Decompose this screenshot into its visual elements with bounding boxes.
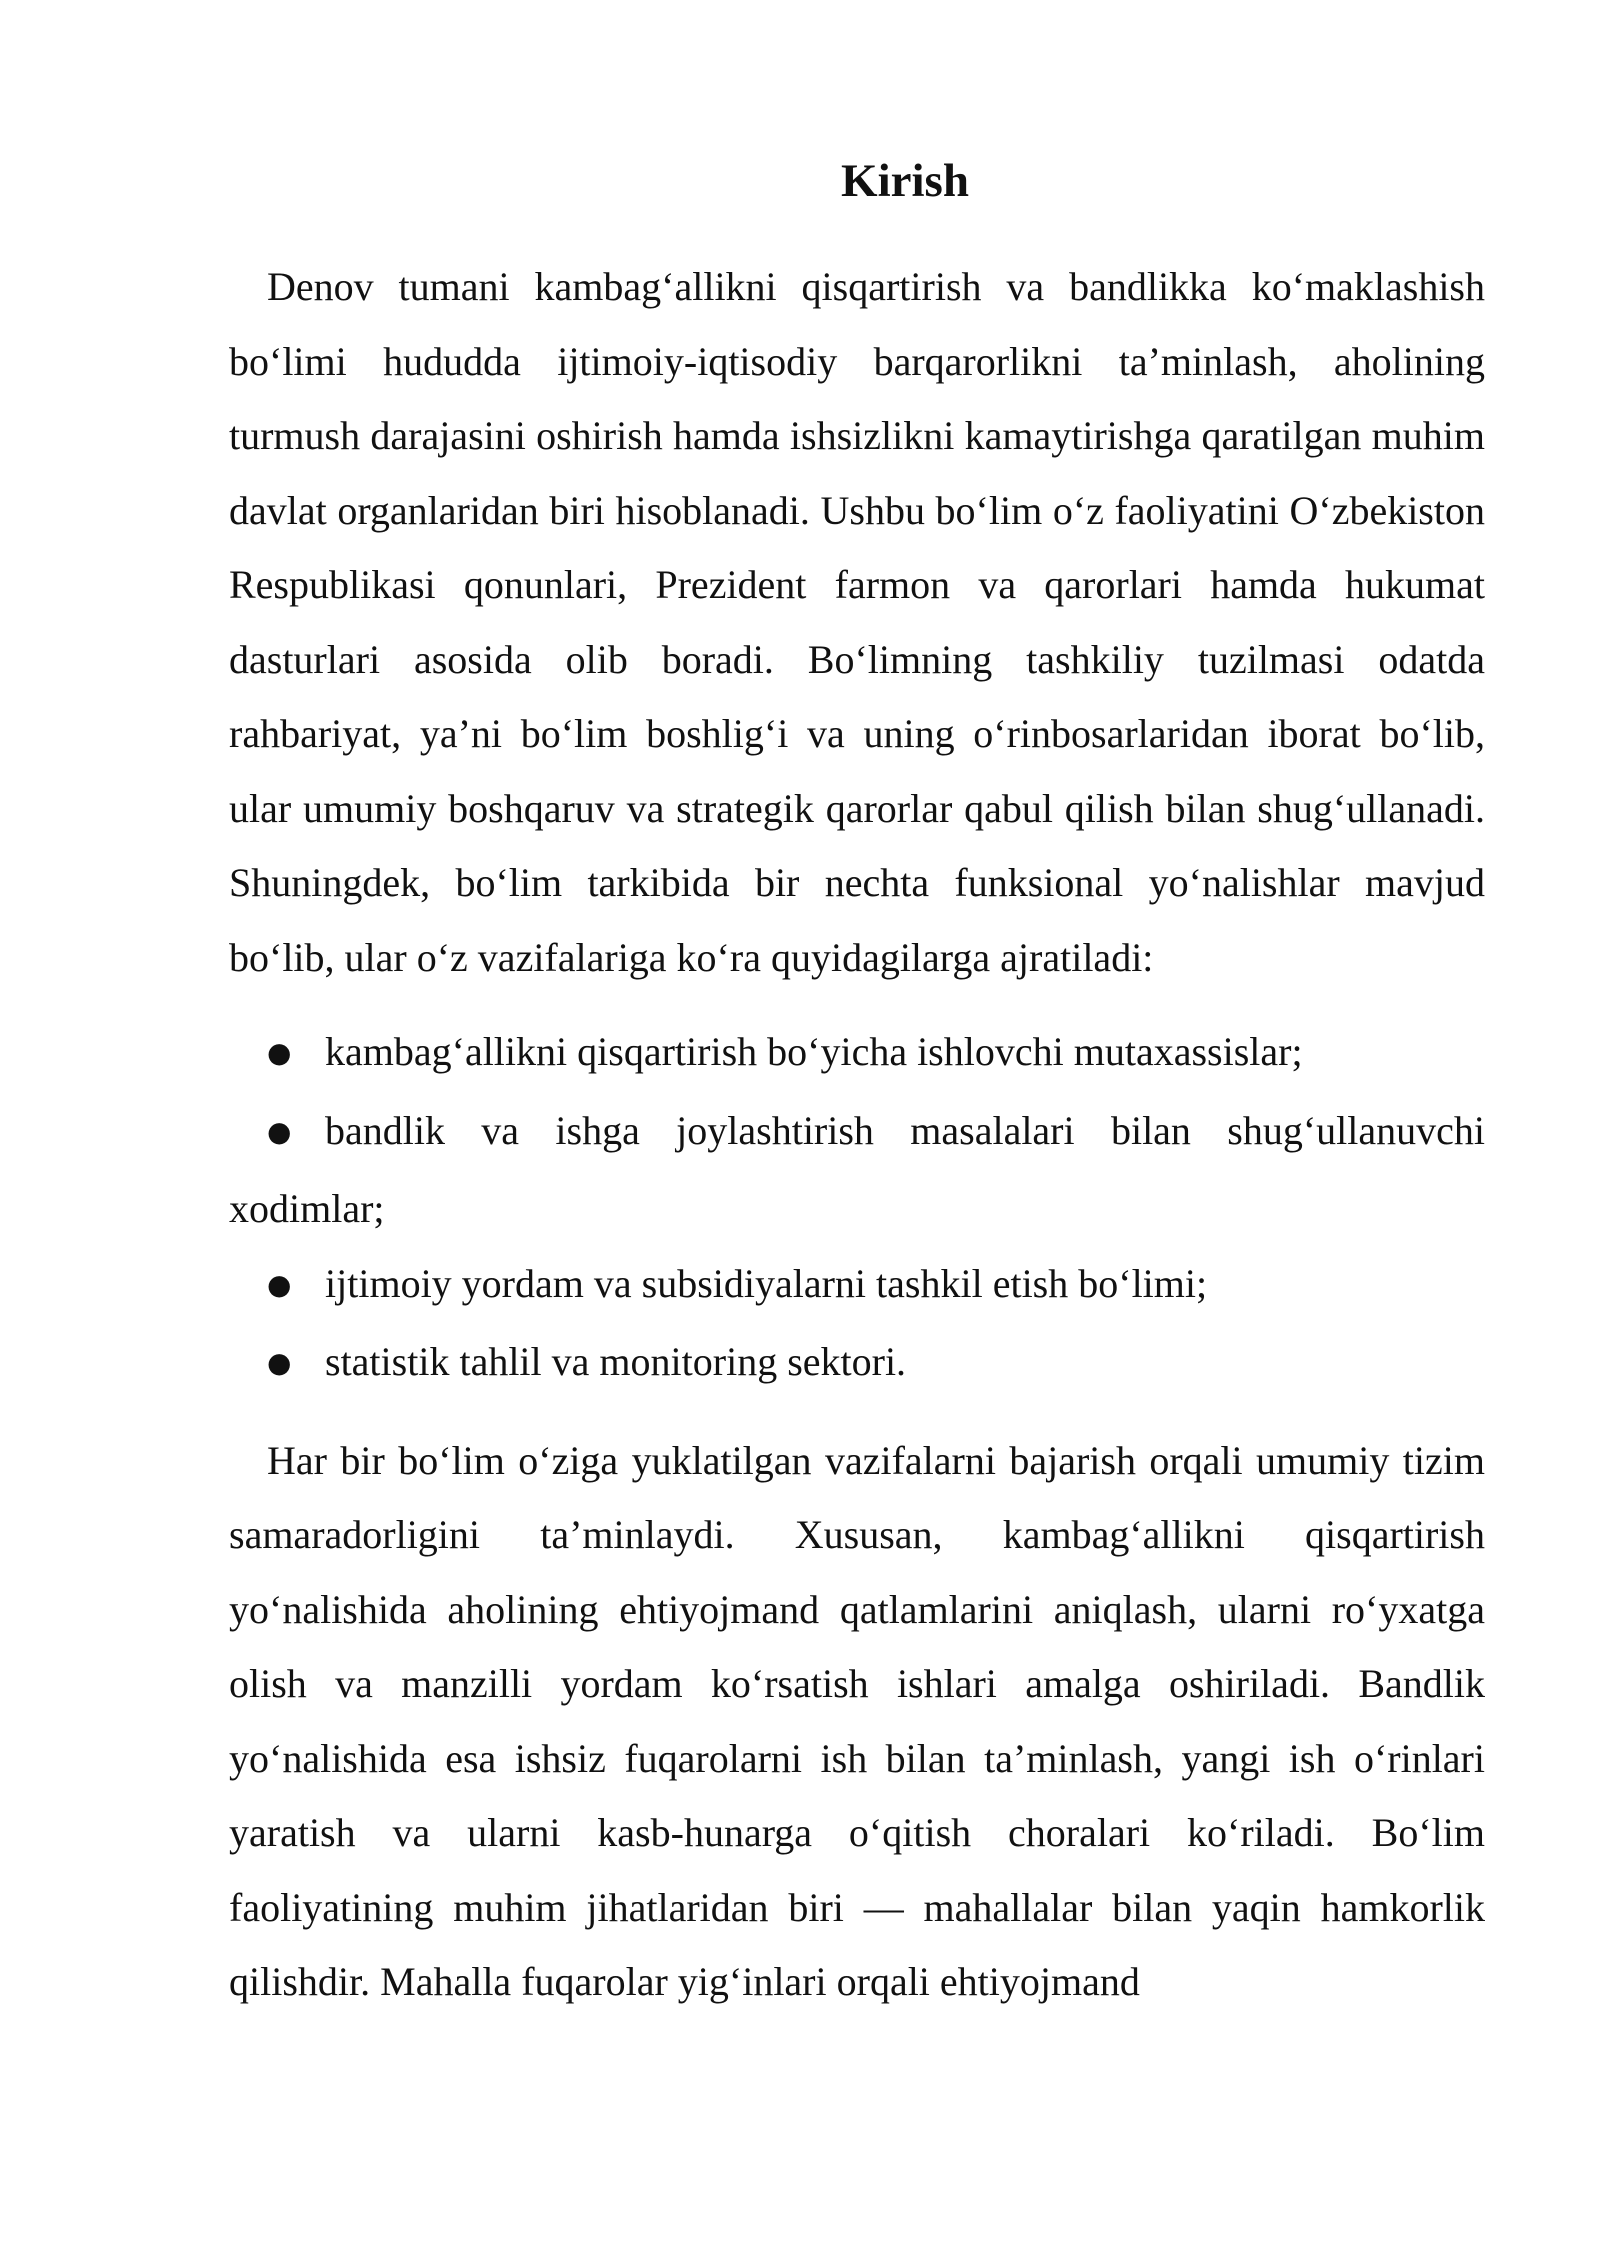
list-item xyxy=(229,1325,1485,1404)
bullet-icon: ● xyxy=(267,1346,292,1379)
bullet-icon: ● xyxy=(267,1267,292,1301)
document-body xyxy=(229,150,1485,2020)
list-item xyxy=(229,1247,1485,1326)
list-item-text: bandlik va ishga joylashtirish masalalari bilan shug‘ullanuvchi xodimlar; xyxy=(229,1107,1485,1231)
list-item-text: kambag‘allikni qisqartirish bo‘yicha ishlovchi mutaxassislar; xyxy=(325,1029,1303,1074)
bullet-icon: ● xyxy=(267,1036,292,1069)
paragraph-intro: Denov tumani kambag‘allikni qisqartirish va bandlikka ko‘maklashish bo‘limi hududda ijtimoiy-iqtisodiy barqarorlikni ta’minlash, aholining turmush darajasini oshirish hamda ishsizlikni kamaytirishga qaratilgan muhim davlat organlaridan biri hisoblanadi. Ushbu bo‘lim o‘z faoliyatini O‘zbekiston Respublikasi qonunlari, Prezident farmon va qarorlari hamda hukumat dasturlari asosida olib boradi. Bo‘limning tashkiliy tuzilmasi odatda rahbariyat, ya’ni bo‘lim boshlig‘i va uning o‘rinbosarlaridan iborat bo‘lib, ular umumiy boshqaruv va strategik qarorlar qabul qilish bilan shug‘ullanadi. Shuningdek, bo‘lim tarkibida bir nechta funksional yo‘nalishlar mavjud bo‘lib, ular o‘z vazifalariga ko‘ra quyidagilarga ajratiladi: xyxy=(229,264,1485,980)
list-item xyxy=(229,1094,1485,1247)
list-item-text: statistik tahlil va monitoring sektori. xyxy=(325,1339,907,1384)
list-item xyxy=(229,1015,1485,1094)
bullet-list xyxy=(229,1015,1485,1404)
list-item-text: ijtimoiy yordam va subsidiyalarni tashkil etish bo‘limi; xyxy=(325,1260,1208,1306)
page-title: Kirish xyxy=(841,155,969,207)
bullet-icon: ● xyxy=(267,1114,292,1148)
paragraph-details: Har bir bo‘lim o‘ziga yuklatilgan vazifalarni bajarish orqali umumiy tizim samaradorligini ta’minlaydi. Xususan, kambag‘allikni qisqartirish yo‘nalishida aholining ehtiyojmand qatlamlarini aniqlash, ularni ro‘yxatga olish va manzilli yordam ko‘rsatish ishlari amalga oshiriladi. Bandlik yo‘nalishida esa ishsiz fuqarolarni ish bilan ta’minlash, yangi ish o‘rinlari yaratish va ularni kasb-hunarga o‘qitish choralari ko‘riladi. Bo‘lim faoliyatining muhim jihatlaridan biri — mahallalar bilan yaqin hamkorlik qilishdir. Mahalla fuqarolar yig‘inlari orqali ehtiyojmand xyxy=(229,1437,1485,2004)
